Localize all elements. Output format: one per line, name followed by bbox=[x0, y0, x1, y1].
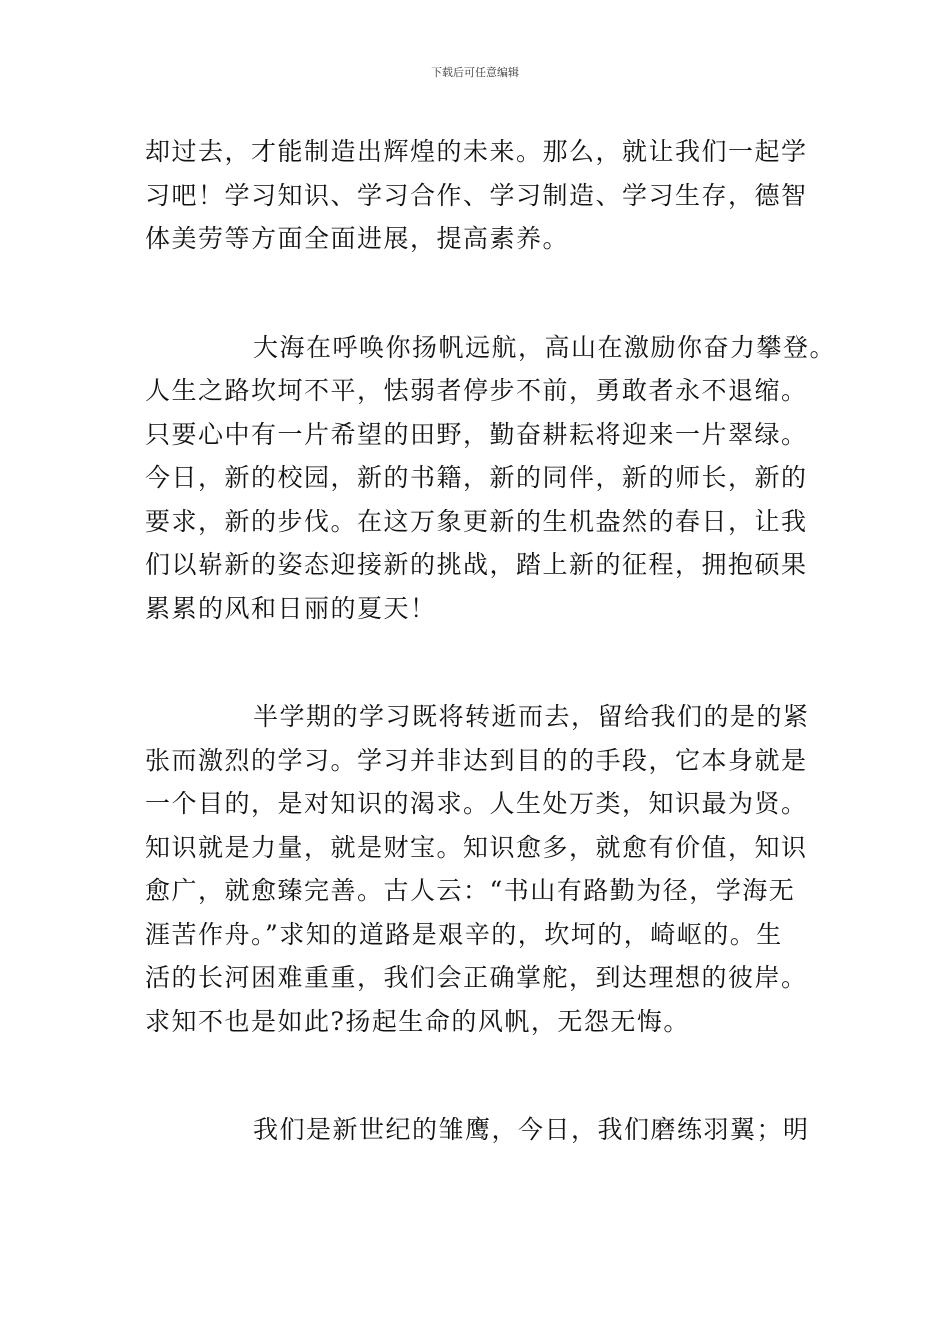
text-line: 却过去，才能制造出辉煌的未来。那么，就让我们一起学 bbox=[145, 137, 808, 166]
text-line: 今日，新的校园，新的书籍，新的同伴，新的师长，新的 bbox=[145, 463, 808, 492]
text-line: 们以崭新的姿态迎接新的挑战，踏上新的征程，拥抱硕果 bbox=[145, 550, 808, 579]
paragraph-3 bbox=[145, 695, 810, 1043]
page-header: 下载后可任意编辑 bbox=[431, 66, 519, 79]
paragraph-4 bbox=[145, 1108, 810, 1152]
text-line: 累累的风和日丽的夏天！ bbox=[145, 593, 437, 623]
text-line: 只要心中有一片希望的田野，勤奋耕耘将迎来一片翠绿。 bbox=[145, 419, 808, 449]
document-body bbox=[145, 130, 837, 1152]
text-line: 知识就是力量，就是财宝。知识愈多，就愈有价值，知识 bbox=[145, 832, 808, 862]
text-line: 我们是新世纪的雏鹰，今日，我们磨练羽翼；明 bbox=[253, 1115, 810, 1144]
text-line: 习吧！学习知识、学习合作、学习制造、学习生存，德智 bbox=[145, 180, 808, 210]
paragraph-2 bbox=[145, 326, 837, 631]
text-line: 半学期的学习既将转逝而去，留给我们的是的紧 bbox=[253, 702, 810, 731]
text-line: 体美劳等方面全面进展，提高素养。 bbox=[145, 224, 570, 253]
text-line: 张而激烈的学习。学习并非达到目的的手段，它本身就是 bbox=[145, 745, 808, 775]
text-line: 人生之路坎坷不平，怯弱者停步不前，勇敢者永不退缩。 bbox=[145, 376, 808, 405]
text-line: 要求，新的步伐。在这万象更新的生机盎然的春日，让我 bbox=[145, 506, 808, 536]
text-line: 大海在呼唤你扬帆远航，高山在激励你奋力攀登。 bbox=[253, 332, 837, 362]
text-line: 求知不也是如此?扬起生命的风帆，无怨无悔。 bbox=[145, 1006, 690, 1036]
text-line: 愈广，就愈臻完善。古人云：“书山有路勤为径，学海无 bbox=[145, 876, 796, 905]
text-line: 一个目的，是对知识的渴求。人生处万类，知识最为贤。 bbox=[145, 789, 808, 818]
paragraph-1 bbox=[145, 130, 810, 261]
text-line: 涯苦作舟。”求知的道路是艰辛的，坎坷的，崎岖的。生 bbox=[145, 919, 783, 949]
text-line: 活的长河困难重重，我们会正确掌舵，到达理想的彼岸。 bbox=[145, 963, 808, 992]
